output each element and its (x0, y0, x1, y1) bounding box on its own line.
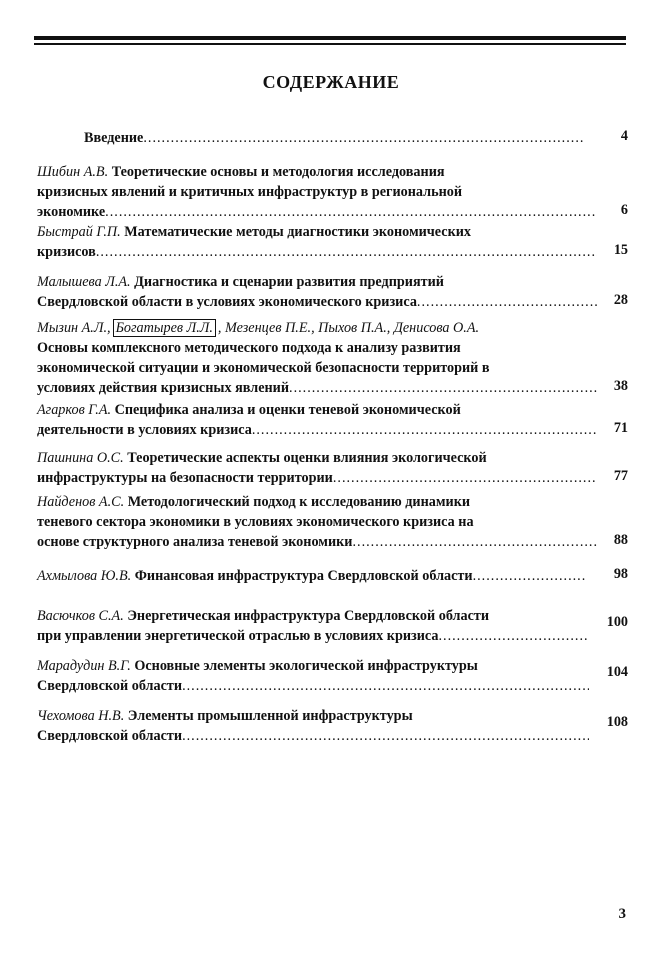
entry-author: Марадудин В.Г. (37, 658, 131, 674)
toc-entry (37, 162, 597, 222)
toc-entry (37, 448, 597, 488)
entry-text: Свердловской области в условиях экономического кризиса (37, 294, 417, 310)
entry-page: 77 (613, 468, 628, 484)
toc-entry-introduction (84, 128, 584, 148)
entry-page: 108 (606, 714, 628, 730)
entry-page: 98 (613, 566, 628, 582)
entry-text: Основные элементы экологической инфраструктуры (134, 658, 478, 674)
entry-text: Методологический подход к исследованию динамики (127, 494, 471, 510)
entry-page: 38 (613, 378, 628, 394)
entry-text: при управлении энергетической отраслью в условиях кризиса (37, 628, 439, 644)
entry-text: основе структурного анализа теневой экономики (37, 534, 353, 550)
entry-text: Специфика анализа и оценки теневой экономической (114, 402, 461, 418)
entry-author: Мызин А.Л., (37, 320, 111, 336)
entry-author: Быстрай Г.П. (37, 224, 121, 240)
entry-text: экономической ситуации и экономической безопасности территорий в (37, 360, 490, 376)
entry-text: Теоретические основы и методология исследования (111, 164, 445, 180)
entry-text: Энергетическая инфраструктура Свердловской области (127, 608, 490, 624)
page-number: 3 (618, 906, 626, 922)
entry-author: Шибин А.В. (37, 164, 109, 180)
highlighted-author: Богатырев Л.Л. (113, 319, 216, 337)
entry-text: Элементы промышленной инфраструктуры (127, 708, 413, 724)
entry-text: Финансовая инфраструктура Свердловской области (134, 568, 473, 584)
entry-page: 4 (620, 128, 628, 144)
entry-text: деятельности в условиях кризиса (37, 422, 252, 438)
entry-text: Свердловской области (37, 728, 183, 744)
entry-page: 88 (613, 532, 628, 548)
entry-page: 104 (606, 664, 628, 680)
page-title: СОДЕРЖАНИЕ (262, 72, 400, 92)
entry-text: экономике (37, 204, 106, 220)
entry-author: , Мезенцев П.Е., Пыхов П.А., Денисова О.А. (217, 320, 480, 336)
entry-author: Пашнина О.С. (37, 450, 124, 466)
entry-author: Чехомова Н.В. (37, 708, 125, 724)
entry-text: Математические методы диагностики экономических (124, 224, 472, 240)
entry-page: 28 (613, 292, 628, 308)
entry-author: Малышева Л.А. (37, 274, 131, 290)
toc-entry (37, 492, 597, 552)
entry-text: кризисов (37, 244, 96, 260)
entry-text: Диагностика и сценарии развития предприятий (134, 274, 444, 290)
toc-entry (37, 606, 589, 646)
entry-page: 100 (606, 614, 628, 630)
toc-entry (37, 566, 587, 586)
top-rule-thin (34, 43, 626, 45)
toc-entry (37, 272, 597, 312)
entry-author: Найденов А.С. (37, 494, 125, 510)
entry-author: Ахмылова Ю.В. (37, 568, 132, 584)
entry-page: 15 (613, 242, 628, 258)
entry-text: Основы комплексного методического подхода к анализу развития (37, 340, 461, 356)
toc-entry (37, 400, 597, 440)
entry-text: Теоретические аспекты оценки влияния экологической (127, 450, 487, 466)
entry-text: теневого сектора экономики в условиях экономического кризиса на (37, 514, 474, 530)
toc-entry (37, 318, 597, 398)
top-rule-thick (34, 36, 626, 40)
toc-entry (37, 706, 589, 746)
entry-text: условиях действия кризисных явлений (37, 380, 290, 396)
entry-page: 71 (613, 420, 628, 436)
toc-entry (37, 656, 589, 696)
entry-author: Агарков Г.А. (37, 402, 112, 418)
entry-text: Свердловской области (37, 678, 183, 694)
entry-text: кризисных явлений и критичных инфраструктур в региональной (37, 184, 463, 200)
entry-page: 6 (620, 202, 628, 218)
entry-text: Введение (84, 130, 144, 146)
toc-entry (37, 222, 597, 262)
entry-text: инфраструктуры на безопасности территории (37, 470, 333, 486)
entry-author: Васючков С.А. (37, 608, 124, 624)
